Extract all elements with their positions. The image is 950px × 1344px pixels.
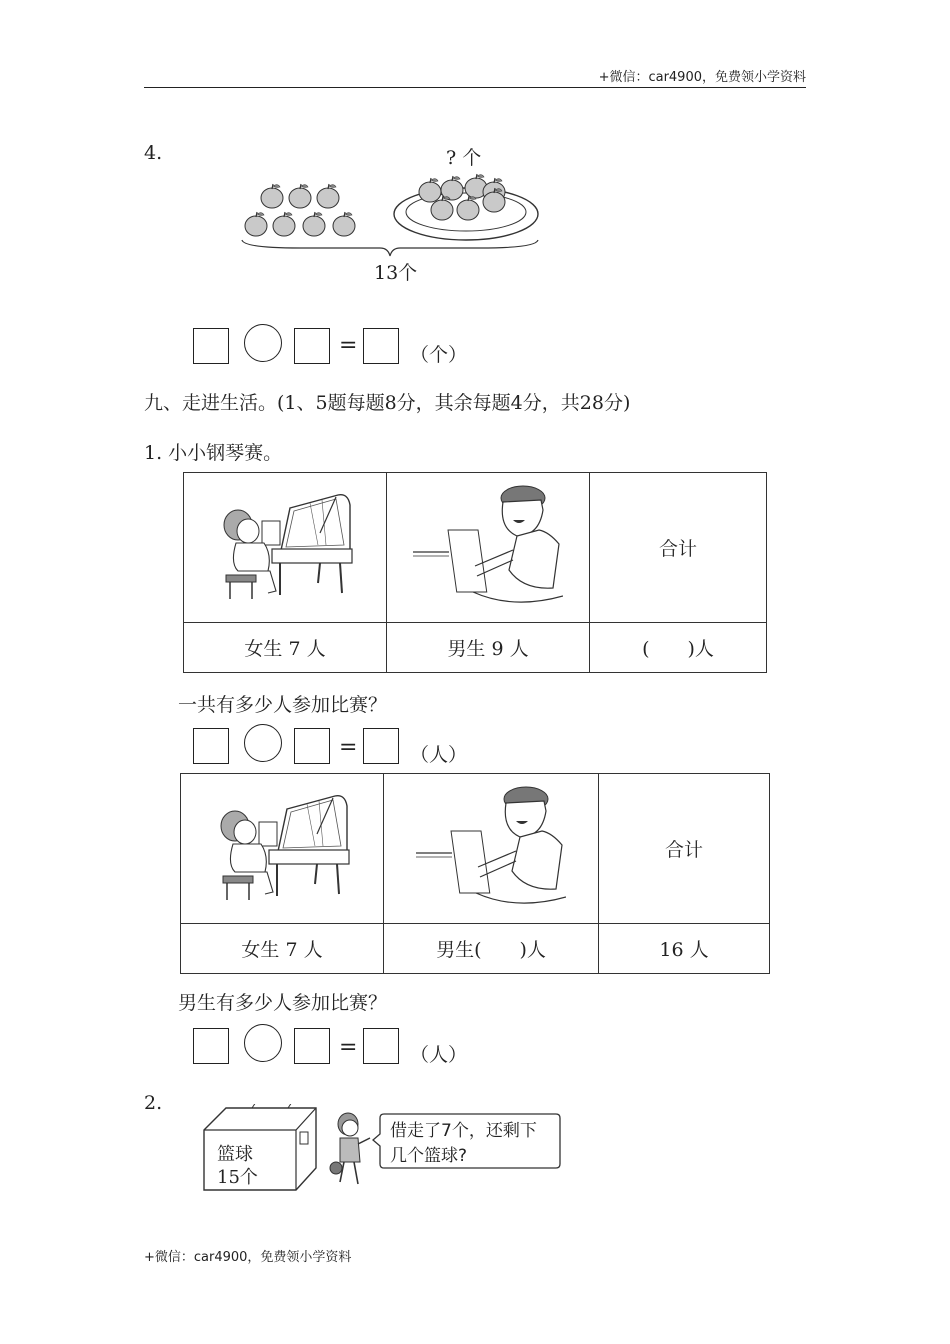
child-with-ball-image bbox=[326, 1110, 374, 1190]
piano-table-1 bbox=[183, 472, 767, 673]
boy-at-piano-image bbox=[416, 781, 566, 911]
plate-with-apples bbox=[394, 174, 538, 240]
q1-unit-1: （人） bbox=[410, 744, 468, 766]
footer-watermark: +微信：car4900，免费领小学资料 bbox=[144, 1250, 352, 1265]
girl-at-piano-image bbox=[207, 784, 357, 909]
boy-at-piano-image bbox=[413, 480, 563, 610]
q1-title: 1. 小小钢琴赛。 bbox=[144, 442, 283, 464]
q2-number: 2. bbox=[144, 1092, 163, 1114]
loose-apples bbox=[245, 184, 355, 236]
header-watermark: +微信：car4900，免费领小学资料 bbox=[598, 70, 806, 85]
header-rule bbox=[144, 87, 806, 88]
q4-unit: （个） bbox=[410, 344, 468, 366]
equals-sign: = bbox=[339, 735, 358, 760]
answer-box[interactable] bbox=[363, 728, 399, 764]
total-header-cell: 合计 bbox=[590, 473, 767, 623]
total-count-cell[interactable]: ( )人 bbox=[590, 623, 767, 673]
q1-question-1: 一共有多少人参加比赛？ bbox=[178, 694, 388, 716]
box-count: 15个 bbox=[217, 1167, 258, 1188]
total-count-cell: 16 人 bbox=[599, 924, 770, 974]
answer-box[interactable] bbox=[363, 328, 399, 364]
speech-line-2: 几个篮球? bbox=[390, 1146, 468, 1166]
q4-question-label: ? 个 bbox=[446, 147, 482, 169]
answer-box[interactable] bbox=[193, 728, 229, 764]
q4-number: 4. bbox=[144, 142, 163, 164]
answer-box[interactable] bbox=[193, 328, 229, 364]
boy-piano-cell bbox=[384, 774, 599, 924]
operator-circle[interactable] bbox=[244, 1024, 282, 1062]
girl-at-piano-image bbox=[210, 483, 360, 608]
answer-box[interactable] bbox=[363, 1028, 399, 1064]
answer-box[interactable] bbox=[294, 728, 330, 764]
girl-piano-cell bbox=[181, 774, 384, 924]
q1-question-2: 男生有多少人参加比赛？ bbox=[178, 992, 388, 1014]
answer-box[interactable] bbox=[193, 1028, 229, 1064]
boy-piano-cell bbox=[387, 473, 590, 623]
q4-total-label: 13个 bbox=[374, 262, 418, 284]
operator-circle[interactable] bbox=[244, 324, 282, 362]
girl-piano-cell bbox=[184, 473, 387, 623]
equals-sign: = bbox=[339, 333, 358, 358]
section-9-title: 九、走进生活。(1、5题每题8分，其余每题4分，共28分) bbox=[144, 392, 631, 414]
speech-line-1: 借走了7个，还剩下 bbox=[390, 1121, 537, 1141]
equals-sign: = bbox=[339, 1035, 358, 1060]
boys-count-cell[interactable]: 男生( )人 bbox=[384, 924, 599, 974]
operator-circle[interactable] bbox=[244, 724, 282, 762]
answer-box[interactable] bbox=[294, 328, 330, 364]
girls-count-cell: 女生 7 人 bbox=[184, 623, 387, 673]
q1-unit-2: （人） bbox=[410, 1044, 468, 1066]
apples-illustration bbox=[240, 168, 540, 258]
total-header-cell: 合计 bbox=[599, 774, 770, 924]
total-brace bbox=[242, 240, 538, 256]
box-label: 篮球 bbox=[217, 1144, 253, 1165]
piano-table-2 bbox=[180, 773, 770, 974]
girls-count-cell: 女生 7 人 bbox=[181, 924, 384, 974]
boys-count-cell: 男生 9 人 bbox=[387, 623, 590, 673]
answer-box[interactable] bbox=[294, 1028, 330, 1064]
basketball-box-image bbox=[196, 1104, 320, 1196]
